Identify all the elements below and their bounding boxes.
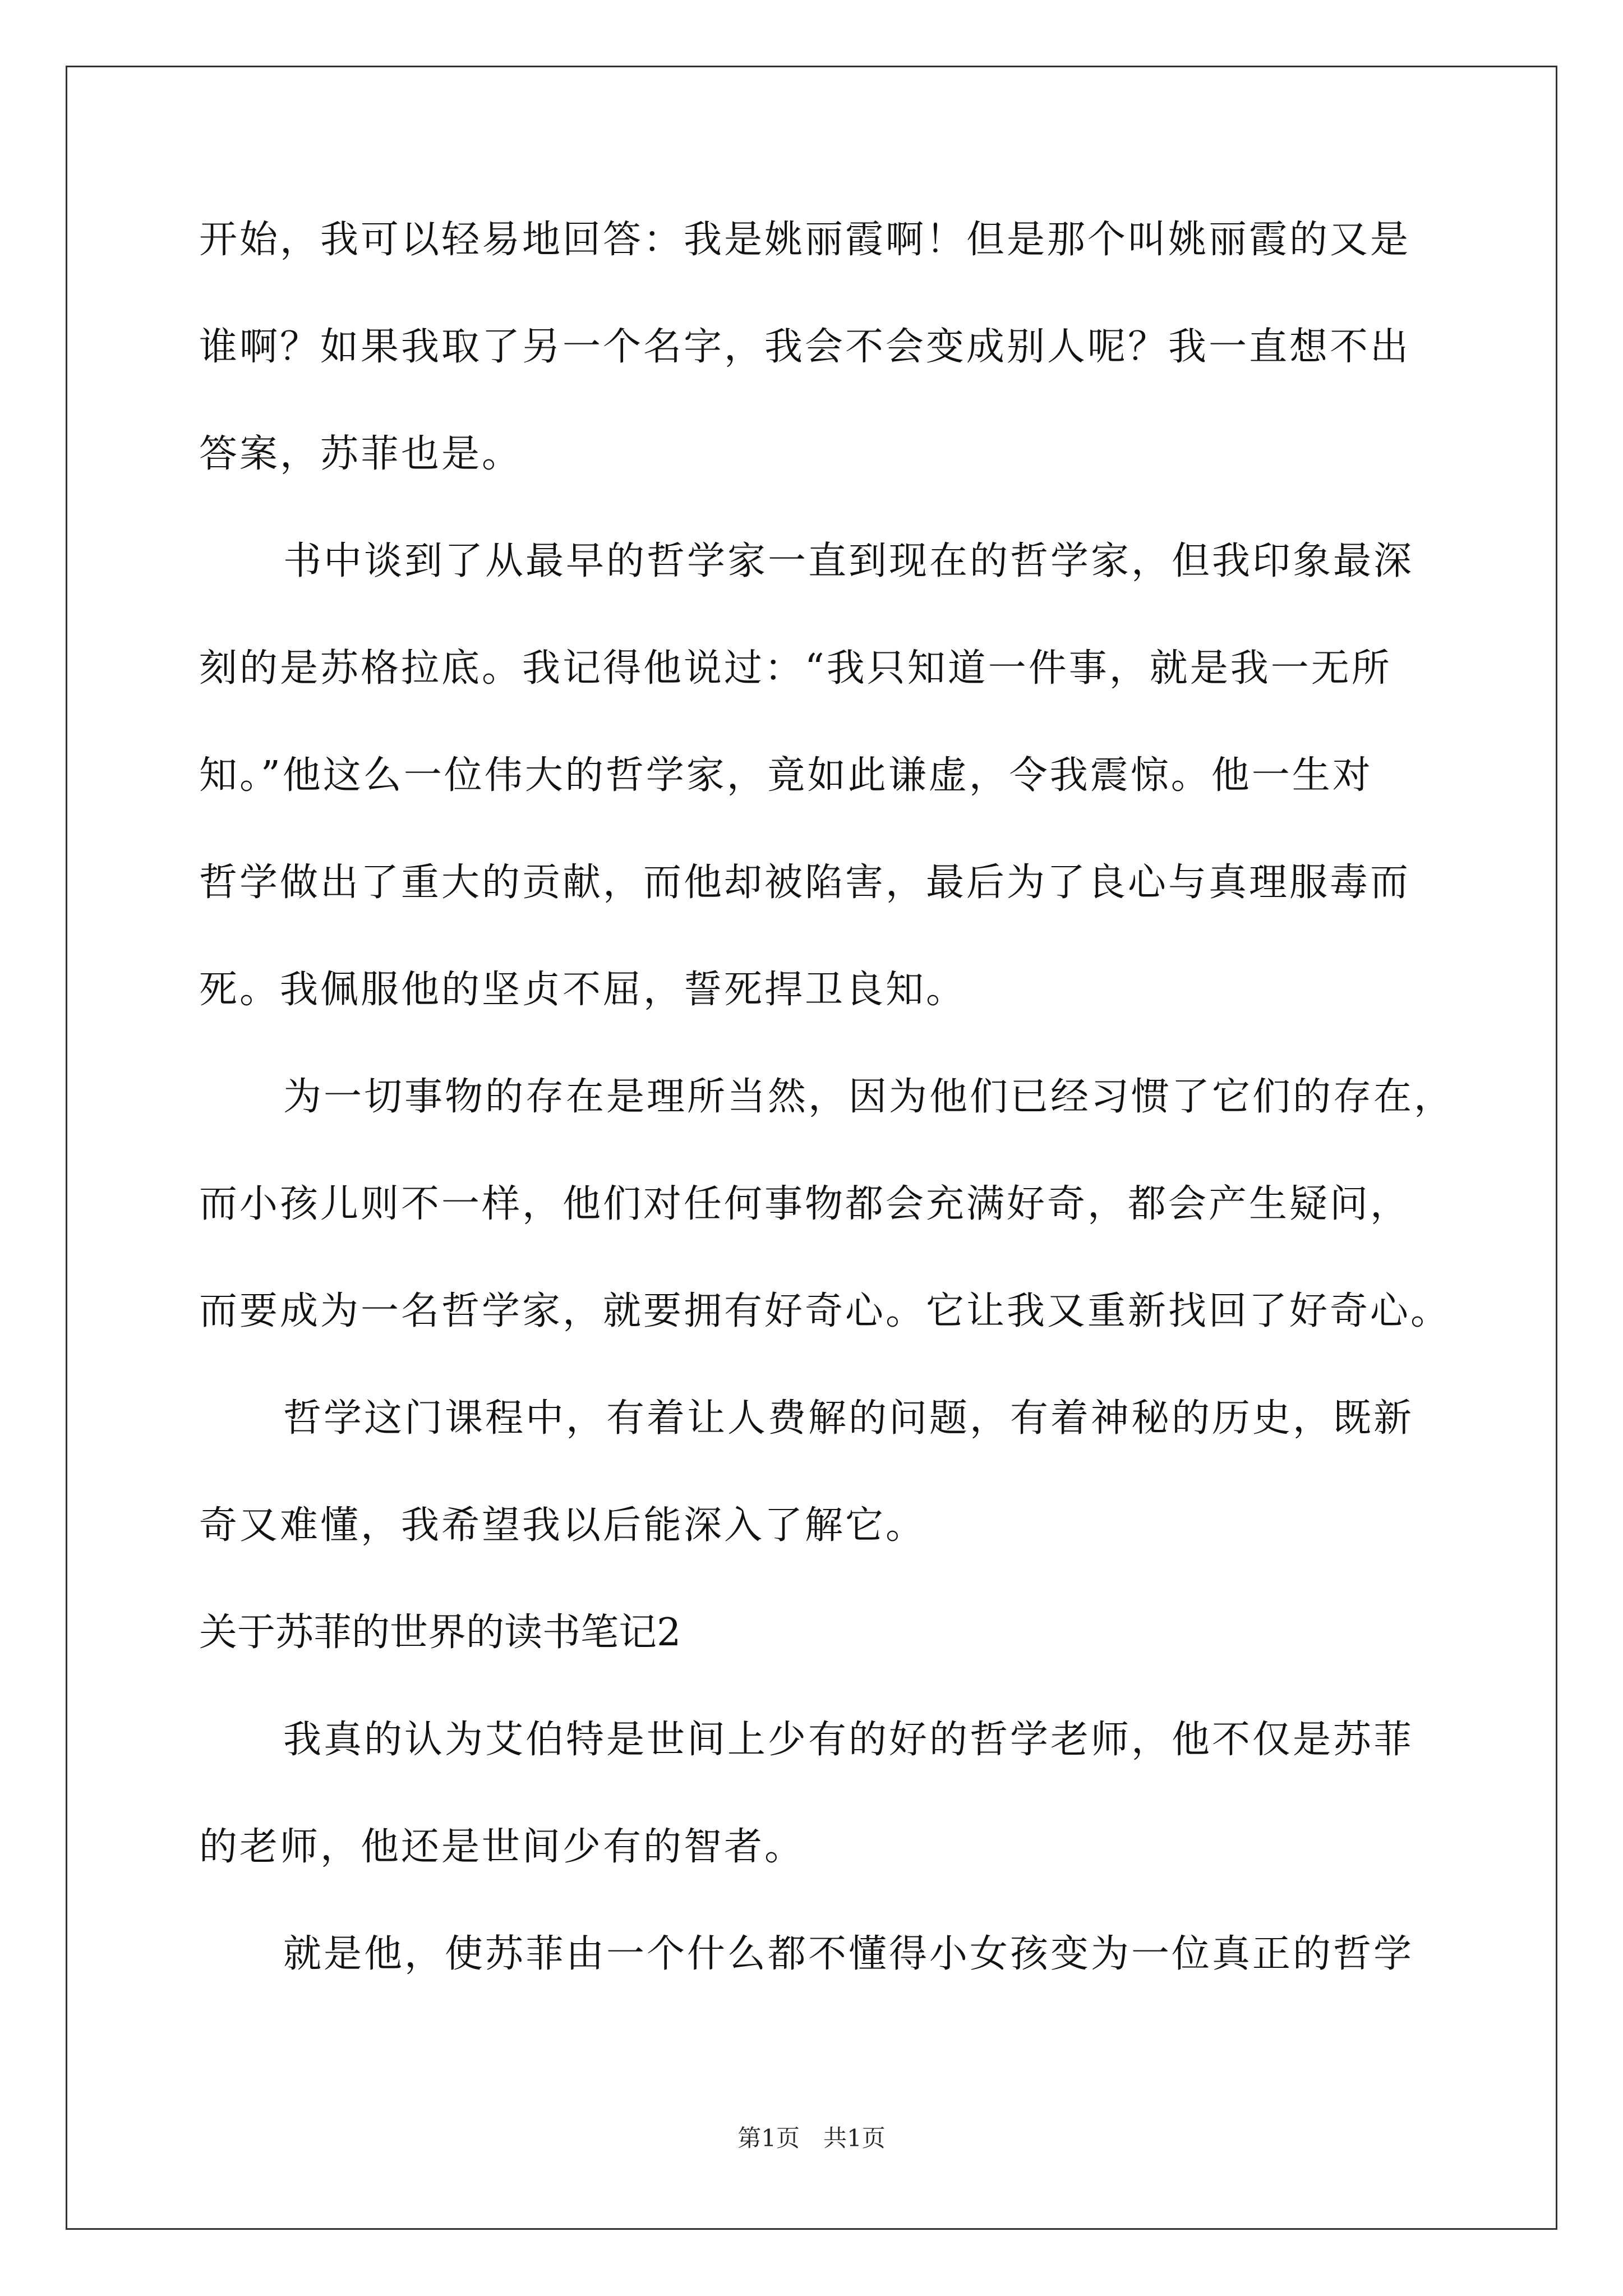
text-line: 奇又难懂，我希望我以后能深入了解它。	[199, 1503, 926, 1548]
paragraph-start-line: 为一切事物的存在是理所当然，因为他们已经习惯了它们的存在，	[283, 1075, 1455, 1119]
text-line: 而要成为一名哲学家，就要拥有好奇心。它让我又重新找回了好奇心。	[199, 1289, 1451, 1333]
text-line: 答案，苏菲也是。	[199, 432, 523, 476]
text-line: 刻的是苏格拉底。我记得他说过：“我只知道一件事，就是我一无所	[199, 646, 1392, 691]
paragraph-start-line: 哲学这门课程中，有着让人费解的问题，有着神秘的历史，既新	[283, 1396, 1414, 1441]
text-line: 的老师，他还是世间少有的智者。	[199, 1825, 805, 1869]
text-line: 哲学做出了重大的贡献，而他却被陷害，最后为了良心与真理服毒而	[199, 861, 1411, 905]
section-heading: 关于苏菲的世界的读书笔记2	[199, 1611, 681, 1655]
text-line: 死。我佩服他的坚贞不屈，誓死捍卫良知。	[199, 968, 967, 1012]
paragraph-start-line: 就是他，使苏菲由一个什么都不懂得小女孩变为一位真正的哲学	[283, 1932, 1414, 1976]
page-number: 第1页 共1页	[737, 2124, 886, 2152]
text-line: 而小孩儿则不一样，他们对任何事物都会充满好奇，都会产生疑问，	[199, 1182, 1411, 1226]
text-line: 知。”他这么一位伟大的哲学家，竟如此谦虚，令我震惊。他一生对	[199, 753, 1373, 798]
paragraph-start-line: 我真的认为艾伯特是世间上少有的好的哲学老师，他不仅是苏菲	[283, 1718, 1414, 1762]
document-body	[199, 213, 1455, 2035]
text-line: 谁啊？如果我取了另一个名字，我会不会变成别人呢？我一直想不出	[199, 325, 1411, 369]
text-line: 开始，我可以轻易地回答：我是姚丽霞啊！但是那个叫姚丽霞的又是	[199, 218, 1411, 262]
paragraph-start-line: 书中谈到了从最早的哲学家一直到现在的哲学家，但我印象最深	[283, 539, 1414, 583]
